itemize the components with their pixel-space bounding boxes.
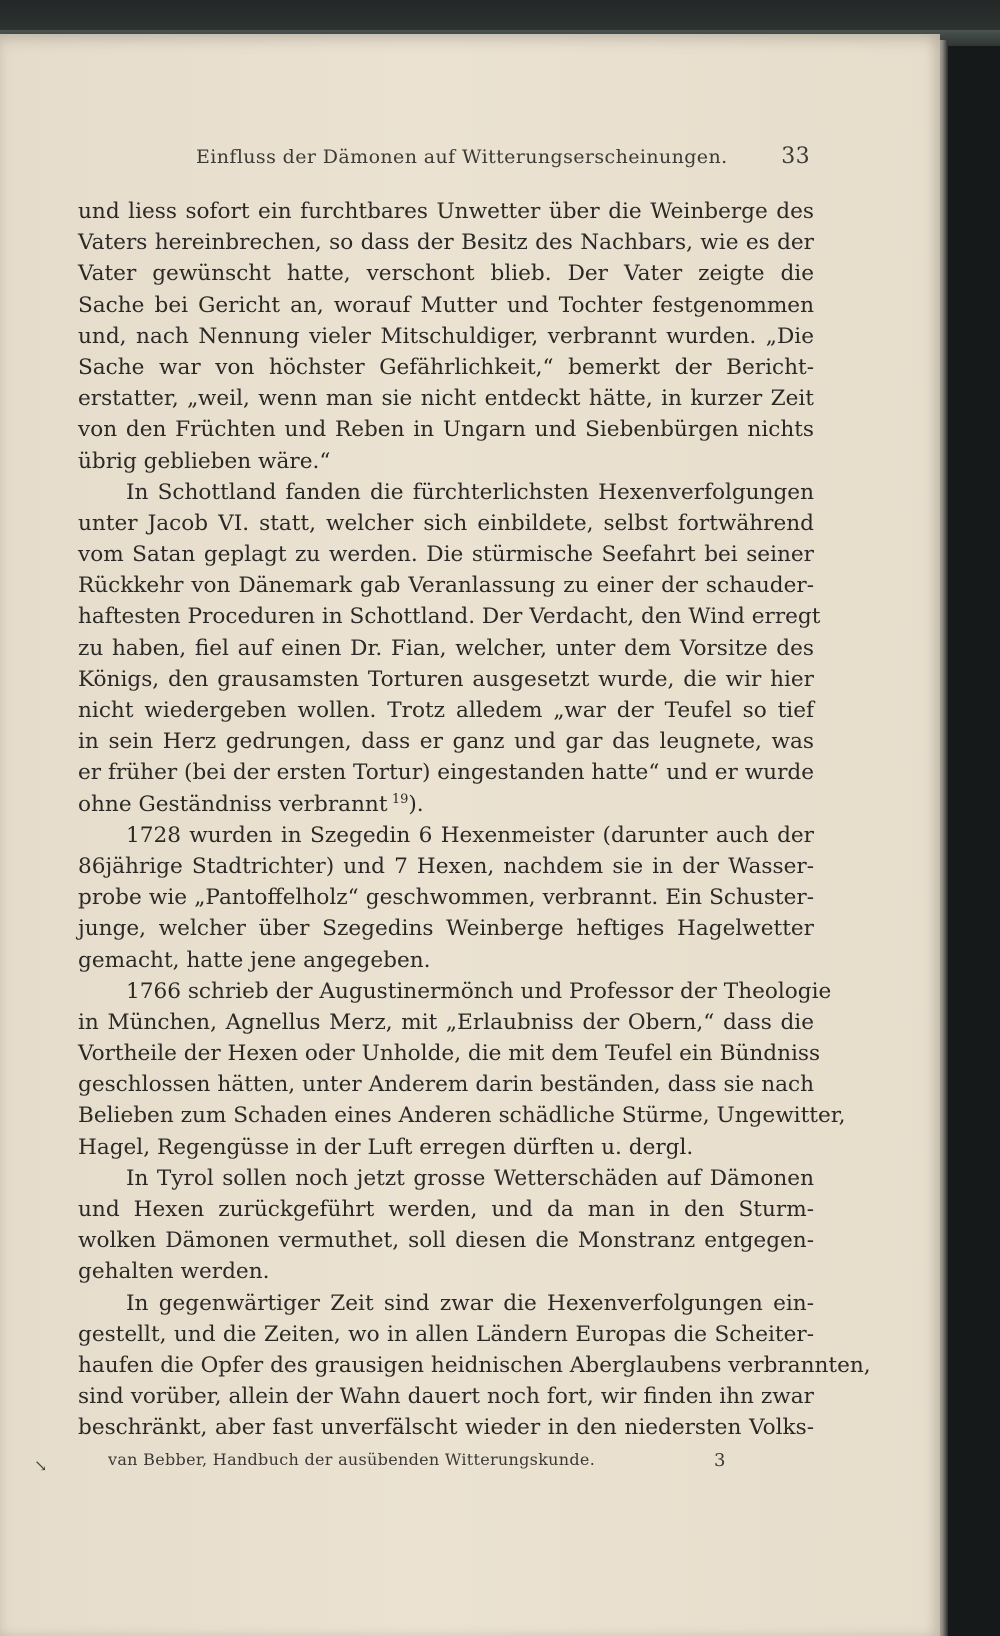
text-line: erstatter, „weil, wenn man sie nicht entdeckt hätte, in kurzer Zeit — [78, 386, 814, 412]
text-line: In Tyrol sollen noch jetzt grosse Wetterschäden auf Dämonen — [126, 1165, 814, 1191]
margin-mark: ↘ — [34, 1456, 48, 1475]
text-line: Belieben zum Schaden eines Anderen schädliche Stürme, Ungewitter, — [78, 1103, 846, 1129]
text-line: haufen die Opfer des grausigen heidnischen Aberglaubens verbrannten, — [78, 1352, 871, 1378]
text-line: gestellt, und die Zeiten, wo in allen Ländern Europas die Scheiter- — [78, 1321, 814, 1347]
text-line: gehalten werden. — [78, 1259, 270, 1285]
text-line: haftesten Proceduren in Schottland. Der Verdacht, den Wind erregt — [78, 604, 821, 630]
text-line: gemacht, hatte jene angegeben. — [78, 947, 431, 973]
text-line: in sein Herz gedrungen, dass er ganz und gar das leugnete, was — [78, 729, 814, 755]
page-footer — [34, 1450, 728, 1480]
text-line: und Hexen zurückgeführt werden, und da man in den Sturm- — [78, 1197, 814, 1222]
text-line: wolken Dämonen vermuthet, soll diesen die Monstranz entgegen- — [78, 1228, 814, 1254]
text-line: er früher (bei der ersten Tortur) eingestanden hatte“ und er wurde — [78, 760, 815, 786]
text-line: Hagel, Regengüsse in der Luft erregen dürften u. dergl. — [78, 1134, 694, 1160]
text-line: Vaters hereinbrechen, so dass der Besitz des Nachbars, wie es der — [78, 230, 814, 256]
text-line: Vater gewünscht hatte, verschont blieb. Der Vater zeigte die — [78, 261, 814, 287]
text-line: von den Früchten und Reben in Ungarn und Siebenbürgen nichts — [78, 417, 814, 443]
text-line: und liess sofort ein furchtbares Unwetter über die Weinberge des — [78, 199, 814, 224]
text-line-with-footnote — [78, 789, 814, 820]
text-line: übrig geblieben wäre.“ — [78, 448, 331, 474]
text-line: 86jährige Stadtrichter) und 7 Hexen, nachdem sie in der Wasser- — [78, 853, 814, 879]
running-head-title: Einfluss der Dämonen auf Witterungserscheinungen. — [196, 146, 728, 168]
body-text — [78, 196, 871, 1444]
text-line: zu haben, fiel auf einen Dr. Fian, welcher, unter dem Vorsitze des — [78, 635, 814, 661]
text-line: In Schottland fanden die fürchterlichsten Hexenverfolgungen — [126, 479, 814, 505]
text-line: und, nach Nennung vieler Mitschuldiger, verbrannt wurden. „Die — [78, 323, 814, 349]
text-line: nicht wiedergeben wollen. Trotz alledem „war der Teufel so tief — [78, 698, 814, 723]
text-line: probe wie „Pantoffelholz“ geschwommen, verbrannt. Ein Schuster- — [78, 885, 814, 911]
text-line: beschränkt, aber fast unverfälscht wieder in den niedersten Volks- — [78, 1415, 814, 1441]
signature-mark: 3 — [714, 1450, 726, 1471]
footnote-ref: 19 — [391, 791, 409, 807]
text-line: Vortheile der Hexen oder Unholde, die mit dem Teufel ein Bündniss — [78, 1041, 821, 1067]
footnote-close: ). — [408, 791, 424, 817]
text-line: 1728 wurden in Szegedin 6 Hexenmeister (darunter auch der — [126, 822, 814, 848]
text-line: Königs, den grausamsten Torturen ausgesetzt wurde, die wir hier — [78, 666, 814, 692]
text-line: 1766 schrieb der Augustinermönch und Professor der Theologie — [126, 978, 832, 1004]
text-line: geschlossen hätten, unter Anderem darin beständen, dass sie nach — [78, 1072, 814, 1098]
text-line: Sache war von höchster Gefährlichkeit,“ bemerkt der Bericht- — [78, 354, 814, 380]
text-line: Sache bei Gericht an, worauf Mutter und Tochter festgenommen — [78, 292, 814, 318]
page-number: 33 — [781, 144, 810, 169]
footer-reference: van Bebber, Handbuch der ausübenden Witterungskunde. — [108, 1450, 596, 1469]
text-line: vom Satan geplagt zu werden. Die stürmische Seefahrt bei seiner — [78, 542, 814, 568]
text-line: ohne Geständniss verbrannt — [78, 791, 388, 817]
text-line: Rückkehr von Dänemark gab Veranlassung zu einer der schauder- — [78, 573, 814, 599]
running-head — [196, 146, 810, 176]
text-line: junge, welcher über Szegedins Weinberge heftiges Hagelwetter — [78, 916, 814, 942]
text-line: in München, Agnellus Merz, mit „Erlaubniss der Obern,“ dass die — [78, 1009, 814, 1035]
text-line: unter Jacob VI. statt, welcher sich einbildete, selbst fortwährend — [78, 510, 814, 536]
text-line: sind vorüber, allein der Wahn dauert noch fort, wir finden ihn zwar — [78, 1384, 814, 1410]
text-line: In gegenwärtiger Zeit sind zwar die Hexenverfolgungen ein- — [126, 1290, 814, 1316]
